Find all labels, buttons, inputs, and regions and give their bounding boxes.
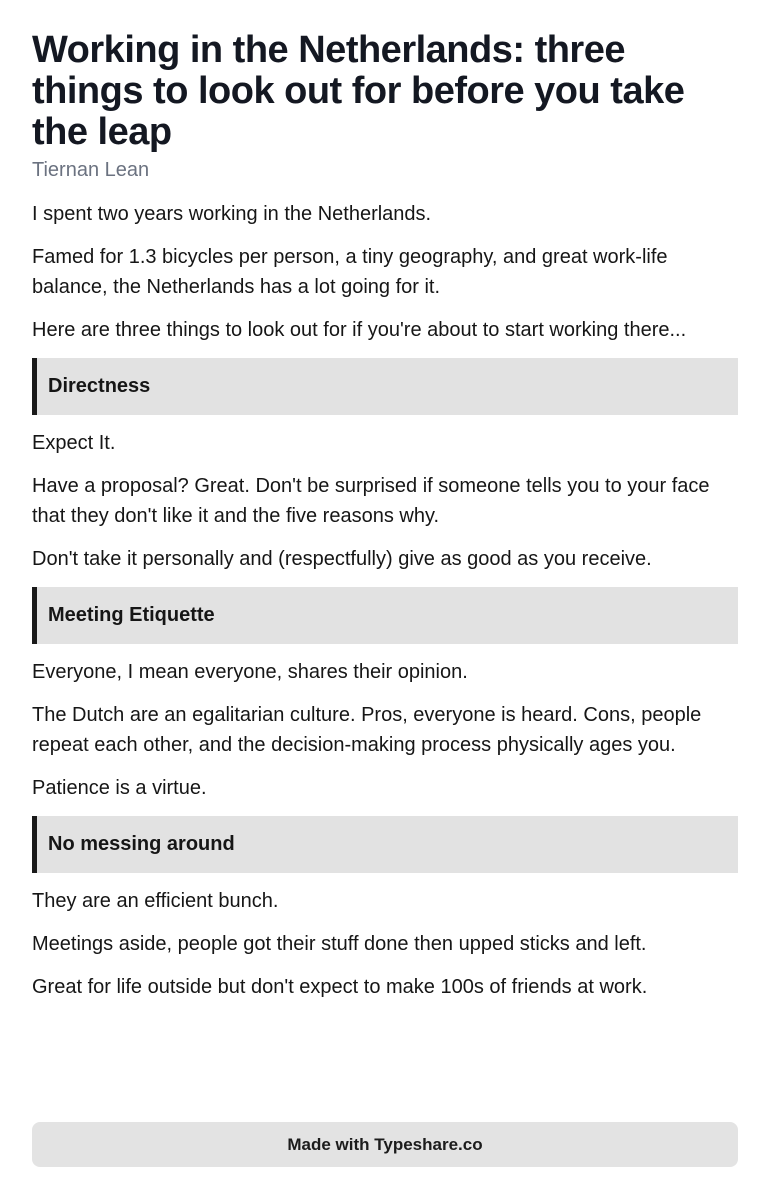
section-paragraph: Expect It. <box>32 432 116 454</box>
section-heading-directness: Directness <box>32 358 738 415</box>
article-title: Working in the Netherlands: three things to look out for before you take the leap <box>32 29 685 153</box>
section-heading-no-messing-around: No messing around <box>32 816 738 873</box>
section-paragraph: The Dutch are an egalitarian culture. Pros, everyone is heard. Cons, people repeat each other, and the decision-making process physically ages you. <box>32 704 702 756</box>
section-paragraph: They are an efficient bunch. <box>32 890 279 912</box>
article-body <box>32 199 738 1002</box>
section-heading-meeting-etiquette: Meeting Etiquette <box>32 587 738 644</box>
section-paragraph: Everyone, I mean everyone, shares their opinion. <box>32 661 468 683</box>
section-paragraph: Great for life outside but don't expect to make 100s of friends at work. <box>32 976 648 998</box>
made-with-typeshare-link[interactable]: Made with Typeshare.co <box>32 1122 738 1167</box>
intro-paragraph: Famed for 1.3 bicycles per person, a tiny geography, and great work-life balance, the Netherlands has a lot going for it. <box>32 246 668 298</box>
author-name: Tiernan Lean <box>32 159 150 181</box>
section-paragraph: Have a proposal? Great. Don't be surprised if someone tells you to your face that they don't like it and the five reasons why. <box>32 475 710 527</box>
section-paragraph: Patience is a virtue. <box>32 777 207 799</box>
section-paragraph: Don't take it personally and (respectfully) give as good as you receive. <box>32 548 652 570</box>
section-paragraph: Meetings aside, people got their stuff done then upped sticks and left. <box>32 933 647 955</box>
intro-paragraph: I spent two years working in the Netherlands. <box>32 203 432 225</box>
intro-paragraph: Here are three things to look out for if you're about to start working there... <box>32 319 687 341</box>
